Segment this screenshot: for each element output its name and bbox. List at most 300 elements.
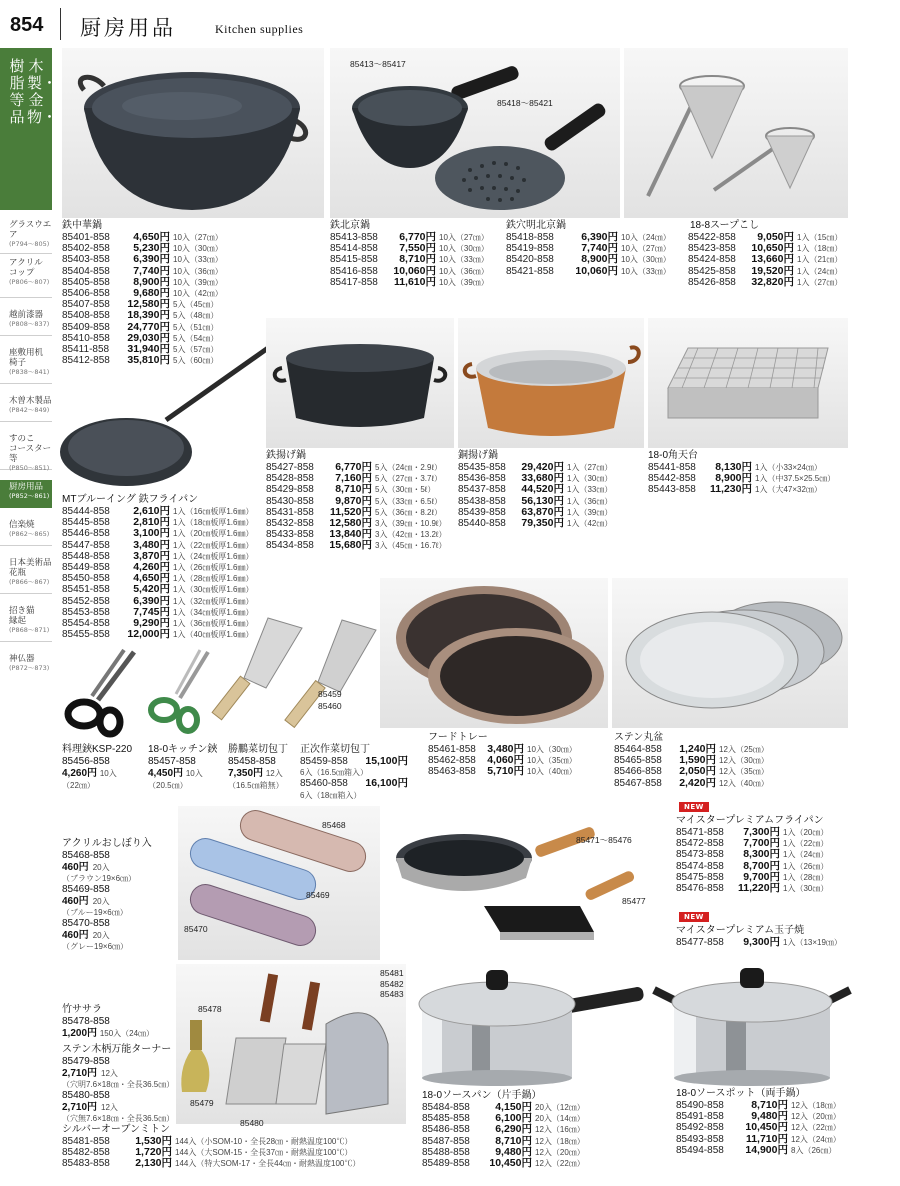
product-kitchen-shears [62,744,146,791]
product-code: 85487-858 [422,1135,470,1147]
product-code: 85485-858 [422,1113,470,1125]
product-price: 6,290円 [495,1123,532,1136]
product-price: 29,420円 [521,461,564,473]
product-note: 5入（27㎝・3.7ℓ） [375,474,443,484]
nav-item-pages: (P842～849) [9,406,50,414]
product-peking-holed-pan [506,220,676,277]
product-name: ステン丸盆 [614,732,664,743]
product-code: 85432-858 [266,518,314,530]
nav-item-buddhist[interactable] [0,652,52,680]
price-row [428,766,608,777]
product-code: 85489-858 [422,1158,470,1170]
product-code: 85470-858 [62,918,110,929]
product-price: 12,000円 [127,628,170,641]
product-price: 1,200円 [62,1028,98,1039]
product-note: 1入（大47×32㎝） [755,485,822,495]
product-code: 85410-858 [62,332,110,344]
product-note: 1入（小33×24㎝） [755,463,822,472]
product-note: 10入（27㎝） [621,244,671,254]
price-row [266,540,456,551]
product-name: 18-0角天台 [648,450,699,461]
price-row [62,584,262,595]
product-price: 6,770円 [335,461,372,473]
product-qty: 20入 [92,863,110,872]
photo-label-tamago: 85477 [622,896,646,906]
product-note: 8入（26㎝） [791,1145,837,1155]
product-note: 12入（35㎝） [719,767,769,777]
photo-label-mitten: 85481 85482 85483 [380,968,404,999]
product-price: 12,580円 [127,298,170,311]
product-code: 85408-858 [62,310,110,322]
product-iron-frying-pan [62,494,262,640]
price-row [330,254,500,265]
product-note: 5入（33㎝・6.5ℓ） [375,496,443,506]
product-qty: 20入 [92,897,110,906]
product-meister-frying-pan [676,815,856,894]
nav-item-pages: (P806～807) [9,278,50,286]
kitchen-shears-photo [58,648,142,738]
price-row [676,1122,856,1133]
product-note: 150入（24㎝） [99,1029,155,1038]
price-row [676,883,856,894]
product-price: 7,300円 [743,826,780,838]
product-note: 5入（36㎝・8.2ℓ） [375,507,443,517]
price-line [62,930,176,942]
product-price: 19,520円 [751,264,794,277]
product-price: 13,660円 [751,253,794,266]
product-price: 10,450円 [745,1121,788,1134]
wok-photo [62,48,324,218]
product-code: 85402-858 [62,243,110,255]
product-price: 24,770円 [127,320,170,333]
product-note: 12入（40㎝） [719,778,769,788]
nav-item-kiso-wood[interactable] [0,394,52,422]
product-code: 85488-858 [422,1146,470,1158]
product-price: 10,450円 [489,1157,532,1170]
product-price: 9,700円 [743,870,780,883]
product-code: 85443-858 [648,484,696,496]
product-note: 1入（中37.5×25.5㎝） [755,474,836,484]
product-price: 7,745円 [133,605,170,618]
page-number: 854 [10,14,44,36]
product-price: 8,710円 [495,1134,532,1147]
product-note: 10入（24㎝） [621,233,671,242]
product-note: 1入（26㎝板厚1.6㎜） [173,563,254,573]
product-soup-strainer [688,220,858,288]
product-price: 9,300円 [743,936,780,948]
product-price: 4,450円 [148,768,184,779]
product-price: 15,100円 [365,755,408,767]
price-row [688,254,858,265]
photo-label-sasara: 85478 [198,1004,222,1014]
photo-label-knife: 85459 85460 [318,689,342,711]
product-price: 16,100円 [365,777,408,790]
price-row [62,254,262,265]
price-row [422,1124,602,1135]
product-price: 7,740円 [581,242,618,255]
product-price: 7,550円 [399,242,436,255]
product-code: 85439-858 [458,506,506,518]
product-code: 85423-858 [688,243,736,255]
product-price: 4,150円 [495,1101,532,1113]
product-price: 1,530円 [135,1135,172,1147]
product-code: 85467-858 [614,777,662,789]
nav-item-pages: (P852～861) [9,492,50,500]
copper-fry-pot-photo [458,318,644,448]
product-copper-fry-pot [458,450,638,529]
price-line [62,896,176,908]
product-qty: 12入 [101,1103,118,1112]
price-row [300,778,410,789]
nav-item-echizen-lacquer[interactable] [0,308,52,336]
product-note: 1入（27㎝） [567,463,613,472]
product-price: 2,810円 [133,516,170,529]
product-tenpura-rack [648,450,848,496]
product-price: 9,290円 [133,617,170,630]
product-note: 1入（22㎝板厚1.6㎜） [173,540,254,550]
product-price: 5,230円 [133,242,170,255]
product-code: 85474-858 [676,860,724,872]
product-name: 銅揚げ鍋 [458,450,498,461]
product-price: 6,100円 [495,1112,532,1125]
soup-strainer-photo [624,48,848,218]
photo-label-oshibori-blue: 85469 [306,890,330,900]
photo-label-turner-b: 85480 [240,1118,264,1128]
product-note: 10入（30㎝） [621,255,671,265]
price-row-note [300,790,410,801]
product-price: 63,870円 [521,505,564,518]
product-wok [62,220,262,366]
product-note: 5入（57㎝） [173,345,219,355]
product-price: 9,480円 [495,1145,532,1158]
nav-item-sunoko-coaster[interactable] [0,432,52,470]
product-price: 2,420円 [679,776,716,789]
nav-item-glassware[interactable] [0,218,52,254]
product-price: 9,870円 [335,494,372,507]
nav-item-label: アクリル コップ [9,258,43,278]
nav-item-label: 信楽焼 [9,520,35,530]
product-code: 85475-858 [676,871,724,883]
product-price: 1,720円 [135,1146,172,1159]
product-price: 15,680円 [329,539,372,552]
product-note: 6入（16.5㎝箱入） [300,768,369,778]
product-code: 85469-858 [62,884,110,895]
product-note: 5入（48㎝） [173,311,219,321]
product-code: 85424-858 [688,254,736,266]
nav-item-japanese-art[interactable] [0,556,52,594]
peking-pan-photo [330,48,620,218]
nav-item-pages: (P794～805) [9,240,50,248]
product-price: 5,420円 [133,583,170,596]
product-price: 8,900円 [715,472,752,485]
product-note: 10入（36㎝） [173,266,223,276]
category-tab[interactable] [0,48,58,210]
product-note: 10入（33㎝） [173,255,223,265]
product-code: 85458-858 [228,756,276,767]
product-code: 85421-858 [506,265,554,277]
product-price: 2,710円 [62,1102,98,1113]
product-qty: 12入 [265,769,283,778]
product-code: 85401-858 [62,232,110,243]
product-code: 85445-858 [62,517,110,529]
price-row [62,1147,382,1158]
nav-item-maneki-neko[interactable] [0,604,52,642]
product-stainless-turner [62,1044,182,1124]
nav-item-pages: (P862～865) [9,530,50,538]
product-code: 85420-858 [506,254,554,266]
product-price: 6,390円 [133,253,170,266]
product-price: 10,060円 [575,264,618,277]
product-code: 85444-858 [62,506,110,517]
product-note: 12入（20㎝） [791,1112,841,1122]
product-note: 5入（51㎝） [173,322,219,332]
product-note: 1入（27㎝） [797,277,843,287]
product-code: 85431-858 [266,506,314,518]
product-name: 18-8スープこし [690,220,760,231]
product-code: 85494-858 [676,1144,724,1156]
nav-item-label: 越前漆器 [9,310,44,320]
product-price: 8,710円 [751,1099,788,1111]
product-price: 1,240円 [679,743,716,755]
sauce-pan-photo [412,964,648,1088]
product-code: 85455-858 [62,629,110,641]
product-note: 1入（18㎝） [797,244,843,254]
product-code: 85415-858 [330,254,378,266]
product-code: 85492-858 [676,1122,724,1134]
product-code: 85435-858 [458,462,506,473]
product-code: 85452-858 [62,595,110,607]
product-code: 85441-858 [648,462,696,473]
product-note: 144入（特大SOM-17・全長44㎝・耐熱温度100℃） [175,1159,361,1169]
product-code: 85465-858 [614,755,662,767]
photo-label-peking: 85413～85417 [350,59,406,69]
product-code: 85407-858 [62,299,110,311]
product-note: 1入（21㎝） [797,255,843,265]
category-tab-text-1: 木製・金物・ [27,57,58,126]
product-code: 85451-858 [62,584,110,596]
product-code: 85483-858 [62,1158,110,1170]
product-code: 85447-858 [62,539,110,551]
product-note: 1入（40㎝板厚1.6㎜） [173,630,254,640]
photo-label-peking-holed: 85418～85421 [497,98,553,108]
product-price: 33,680円 [521,472,564,485]
product-name: MTブルーイング 鉄フライパン [62,494,199,505]
photo-label-turner-a: 85479 [190,1098,214,1108]
product-name: ステン木柄万能ターナー [62,1044,172,1055]
product-name: 18-0ソースポット（両手鍋） [676,1088,806,1099]
product-bamboo-sasara [62,1004,176,1040]
price-row [62,310,262,321]
price-line [62,862,176,874]
product-code: 85479-858 [62,1056,110,1067]
product-note: 1入（32㎝板厚1.6㎜） [173,596,254,606]
product-price: 8,130円 [715,461,752,473]
product-price: 7,740円 [133,264,170,277]
nav-item-zashiki-furniture[interactable] [0,346,52,384]
product-note: 12入（30㎝） [719,756,769,766]
product-code: 85427-858 [266,462,314,473]
product-iron-fry-pot [266,450,456,552]
product-note: 1入（26㎝） [783,861,829,871]
nav-item-kitchen-supplies[interactable] [0,480,52,508]
price-row [458,518,638,529]
product-price: 29,030円 [127,331,170,344]
product-code: 85437-858 [458,484,506,496]
product-code: 85459-858 [300,756,348,767]
header-divider [60,8,61,40]
product-size: （20.5㎝） [148,781,188,790]
meister-frying-pan-photo [384,808,674,958]
product-note: 1入（20㎝板厚1.6㎜） [173,529,254,539]
nav-item-pages: (P866～867) [9,578,50,586]
product-code: 85453-858 [62,606,110,618]
product-note: 3入（42㎝・13.2ℓ） [375,530,447,540]
nav-item-pages: (P850～851) [9,464,50,472]
nav-item-label: 座敷用机 椅子 [9,348,44,368]
product-note: 1入（24㎝） [797,266,843,276]
product-note: 5入（24㎝・2.9ℓ） [375,463,443,472]
product-code: 85430-858 [266,495,314,507]
product-price: 11,520円 [329,505,372,518]
product-note: 144入（小SOM-10・全長28㎝・耐熱温度100℃） [175,1137,353,1146]
product-note: 12入（20㎝） [535,1147,585,1157]
product-note: 10入（30㎝） [527,745,577,754]
tenpura-rack-photo [648,318,848,448]
product-note: 12入（22㎝） [535,1159,585,1169]
product-price: 5,710円 [487,765,524,778]
price-row [458,484,638,495]
product-code: 85436-858 [458,473,506,485]
product-name: 18-0キッチン鋏 [148,744,218,755]
product-note: 10入（33㎝） [439,255,489,265]
nav-item-label: グラスウエア [9,220,52,240]
product-note: 1入（24㎝板厚1.6㎜） [173,551,254,561]
product-code: 85446-858 [62,528,110,540]
price-row [676,849,856,860]
nav-item-label: 木曽木製品 [9,396,52,406]
product-price: 3,480円 [487,743,524,755]
product-price: 11,230円 [709,483,752,496]
product-shoho-knife [228,744,302,791]
product-code: 85480-858 [62,1090,110,1101]
product-note: 10入（42㎝） [173,289,223,299]
price-row [688,277,858,288]
page-header [0,0,900,46]
product-code: 85406-858 [62,288,110,300]
product-price: 2,610円 [133,505,170,517]
nav-item-shigaraki[interactable] [0,518,52,546]
product-code: 85454-858 [62,618,110,630]
photo-label-oshibori-gray: 85470 [184,924,208,934]
product-price: 8,300円 [743,848,780,861]
product-note: 12入（18㎝） [535,1136,585,1146]
product-sauce-pan [422,1090,602,1169]
product-code: 85413-858 [330,232,378,243]
product-price: 10,060円 [393,264,436,277]
nav-item-label: 厨房用品 [9,482,44,492]
product-price: 79,350円 [521,517,564,530]
product-price: 2,050円 [679,765,716,778]
product-note: 144入（大SOM-15・全長37㎝・耐熱温度100℃） [175,1148,353,1158]
product-desc: （ブラウン19×6㎝） [62,874,137,883]
product-name: シルバーオーブンミトン [62,1124,170,1135]
price-row [266,484,456,495]
product-code: 85414-858 [330,243,378,255]
product-price: 13,840円 [329,528,372,541]
price-row [676,937,856,948]
product-code: 85425-858 [688,265,736,277]
product-note: 12入（24㎝） [791,1134,841,1144]
product-desc: （穴明7.6×18㎝・全長36.5㎝） [62,1080,175,1089]
price-row [648,484,848,495]
product-name: 正次作菜切包丁 [300,744,370,755]
product-name: 鉄揚げ鍋 [266,450,306,461]
product-price: 35,810円 [127,354,170,367]
product-price: 11,710円 [745,1132,788,1145]
product-qty: 20入 [92,931,110,940]
iron-fry-pot-photo [266,318,454,448]
product-code: 85478-858 [62,1016,110,1027]
product-code: 85429-858 [266,484,314,496]
product-shoji-knife [300,744,410,801]
product-name: 鉄北京鍋 [330,220,370,231]
nav-item-acrylic-cup[interactable] [0,256,52,298]
photo-label-oshibori-brown: 85468 [322,820,346,830]
product-code: 85419-858 [506,243,554,255]
product-code: 85457-858 [148,756,196,767]
product-price: 7,700円 [743,837,780,850]
product-note: 5入（30㎝・5ℓ） [375,485,436,495]
price-row [506,266,676,277]
category-tab-text-2: 樹脂等品 [9,57,25,126]
price-row [676,1145,856,1156]
product-code: 85412-858 [62,355,110,367]
price-line [62,1068,182,1080]
product-acrylic-oshibori [62,838,176,952]
sauce-pot-photo [650,964,854,1088]
nav-item-pages: (P868～871) [9,626,50,634]
product-note: 1入（34㎝板厚1.6㎜） [173,607,254,617]
product-note: 10入（39㎝） [173,277,223,287]
product-code: 85463-858 [428,766,476,778]
product-price: 8,710円 [399,253,436,266]
product-price: 11,220円 [738,882,781,895]
product-name: マイスタープレミアムフライパン [676,815,824,826]
product-note: 1入（22㎝） [783,839,829,849]
product-price: 1,590円 [679,754,716,767]
price-row [62,528,262,539]
product-name: フードトレー [428,732,488,743]
product-price: 10,650円 [751,242,794,255]
product-note: 10入（40㎝） [527,767,577,777]
product-note: 12入（22㎝） [791,1123,841,1133]
acrylic-oshibori-photo [178,806,380,960]
product-code: 85468-858 [62,850,110,861]
product-oven-mitten [62,1124,382,1170]
price-row [614,766,794,777]
product-stainless-round-tray [614,732,794,789]
product-name: 料理鋏KSP-220 [62,744,133,755]
product-price: 8,710円 [335,483,372,496]
product-price: 7,350円 [228,768,264,779]
page-title: 厨房用品 [80,16,176,40]
product-qty: 10入 [99,769,117,778]
product-code: 85464-858 [614,744,662,755]
product-price: 4,260円 [62,768,98,779]
product-stainless-scissors [148,744,224,791]
product-name: 竹ササラ [62,1004,102,1015]
product-note: 1入（36㎝板厚1.6㎜） [173,619,254,629]
